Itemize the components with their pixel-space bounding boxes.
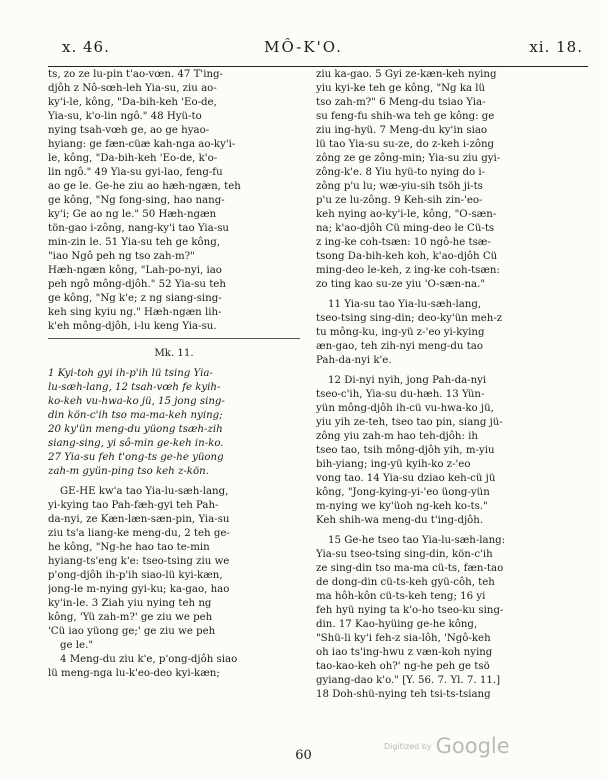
text-line: he kông, "Ng-he hao tao te-min [48, 542, 210, 553]
text-line: GE-HE kw'a tao Yia-lu-sæh-lang, [60, 486, 229, 497]
text-line: da-nyi, ze Kæn-læn-sæn-pin, Yia-su [48, 514, 230, 525]
text-line: lü meng-nga lu-k'eo-deo kyi-kæn; [48, 668, 220, 679]
text-line: ky'i-le, kông, "Da-bih-keh 'Eo-de, [48, 97, 217, 108]
text-line: lü tao Yia-su su-ze, do z-keh i-zông [316, 139, 495, 150]
text-line: Pah-da-nyi k'e. [316, 355, 392, 366]
text-line: 4 Meng-du ziu k'e, p'ong-djôh siao [60, 654, 238, 665]
left-column [48, 68, 300, 681]
text-line: ze sing-din tso ma-ma cü-ts, fæn-tao [316, 563, 504, 574]
watermark-prefix: Digitized by [384, 741, 432, 751]
text-line: jong-le m-nying gyi-ku; ka-gao, hao [48, 584, 230, 595]
text-line: djôh z Nô-sœh-leh Yia-su, ziu ao- [48, 83, 217, 94]
text-line: zo ting kao su-ze yiu 'O-sæn-na." [316, 279, 486, 290]
text-line: p'u ze lu-zông. 9 Keh-sih zin-'eo- [316, 195, 483, 206]
summary-line: ko-keh vu-hwa-ko jü, 15 jong sing- [48, 396, 225, 407]
text-line: tseo-c'ih, Yia-su du-hæh. 13 Yün- [316, 389, 485, 400]
text-line: ky'i; Ge ao ng le." 50 Hæh-ngæn [48, 209, 217, 220]
text-line: tao-kao-keh oh?' ng-he peh ge tsö [316, 661, 490, 672]
text-line: tseo tao, tsih mông-djôh yih, m-yiu [316, 445, 495, 456]
text-line: de dong-din cü-ts-keh gyü-côh, teh [316, 577, 495, 588]
text-line: peh ngô mông-djôh." 52 Yia-su teh [48, 279, 226, 290]
header-rule [48, 66, 588, 67]
text-line: ma hôh-kôn cü-ts-keh teng; 16 yi [316, 591, 486, 602]
text-line: ge kông, "Ng fong-sing, hao nang- [48, 195, 225, 206]
text-line: Yia-su tseo-tsing sing-din, kön-c'ih [316, 549, 493, 560]
section-divider [48, 338, 300, 339]
text-line: zông-k'e. 8 Yiu hyü-to nying do i- [316, 167, 486, 178]
text-line: yiu yih ze-teh, tseo tao pin, siang jü- [316, 417, 503, 428]
text-line: 18 Doh-shü-nying teh tsi-ts-tsiang [316, 689, 491, 700]
text-line: 15 Ge-he tseo tao Yia-lu-sæh-lang: [328, 535, 506, 546]
text-line: 'Cü iao yüong ge;' ge ziu we peh [48, 626, 216, 637]
text-line: din. 17 Kao-hyüing ge-he kông, [316, 619, 478, 630]
running-header-right: xi. 18. [529, 38, 583, 56]
text-line: kông, "Jong-kying-yi-'eo üong-yün [316, 487, 490, 498]
text-line: Keh shih-wa meng-du t'ing-djôh. [316, 515, 484, 526]
text-line: ts, zo ze lu-pin t'ao-vœn. 47 T'ing- [48, 69, 224, 80]
text-line: tsong Da-bih-keh koh, k'ao-djôh Cü [316, 251, 498, 262]
text-line: yün mông-djôh ih-cü vu-hwa-ko jü, [316, 403, 494, 414]
text-line: "Shü-li ky'i feh-z sia-lôh, 'Ngô-keh [316, 633, 491, 644]
text-line: 11 Yia-su tao Yia-lu-sæh-lang, [328, 299, 482, 310]
summary-line: 27 Yia-su feh t'ong-ts ge-he yüong [48, 452, 224, 463]
text-line: oh iao ts'ing-hwu z væn-koh nying [316, 647, 493, 658]
page-number: 60 [295, 748, 312, 763]
text-line: p'ong-djôh ih-p'ih siao-lü kyi-kæn, [48, 570, 223, 581]
text-line: ky'in-le. 3 Ziah yiu nying teh ng [48, 598, 212, 609]
text-line: ziu ing-hyü. 7 Meng-du ky'in siao [316, 125, 488, 136]
text-line: feh hyü nying ta k'o-ho tseo-ku sing- [316, 605, 504, 616]
text-line: yi-kying tao Pah-fæh-gyi teh Pah- [48, 500, 219, 511]
text-line: yiu kyi-ke teh ge kông, "Ng ka lü [316, 83, 486, 94]
text-line: ming-deo le-keh, z ing-ke coh-tsæn: [316, 265, 500, 276]
text-line: zông ze ge zông-min; Yia-su ziu gyi- [316, 153, 501, 164]
text-line: ziu ka-gao. 5 Gyi ze-kæn-keh nying [316, 69, 497, 80]
text-line: vong tao. 14 Yia-su dziao keh-cü jü [316, 473, 496, 484]
text-line: su feng-fu shih-wa teh ge kông: ge [316, 111, 495, 122]
google-logo: Google [435, 734, 510, 758]
summary-line: din kön-c'ih tso ma-ma-keh nying; [48, 410, 223, 421]
text-line: keh nying ao-ky'i-le, kông, "O-sæn- [316, 209, 497, 220]
text-line: keh sing kyiu ng." Hæh-ngæn lih- [48, 307, 222, 318]
text-line: ziu ts'a liang-ke meng-du, 2 teh ge- [48, 528, 230, 539]
text-line: z ing-ke coh-tsæn: 10 ngô-he tsæ- [316, 237, 491, 248]
text-line: hyiang-ts'eng k'e: tseo-tsing ziu we [48, 556, 230, 567]
text-line: k'eh mông-djôh, i-lu keng Yia-su. [48, 321, 217, 332]
running-header-left: x. 46. [62, 38, 110, 56]
summary-line: zah-m gyün-ping tso keh z-kön. [48, 466, 209, 477]
running-header-title: MÔ-K'O. [264, 38, 343, 56]
text-line: lin ngô." 49 Yia-su gyi-lao, feng-fu [48, 167, 223, 178]
text-line: le, kông, "Da-bih-keh 'Eo-de, k'o- [48, 153, 218, 164]
text-line: ao ge le. Ge-he ziu ao hæh-ngæn, teh [48, 181, 241, 192]
summary-line: 1 Kyi-toh gyi ih-p'ih lü tsing Yia- [48, 368, 213, 379]
text-line: bih-yiang; ing-yü kyih-ko z-'eo [316, 459, 471, 470]
text-line: hyiang: ge fæn-cüæ kah-nga ao-ky'i- [48, 139, 236, 150]
summary-line: siang-sing, yi sô-min ge-keh in-ko. [48, 438, 224, 449]
text-line: Hæh-ngæn kông, "Lah-po-nyi, iao [48, 265, 222, 276]
text-line: m-nying we ky'üoh ng-keh ko-ts." [316, 501, 488, 512]
text-line: tseo-tsing sing-din; deo-ky'ün meh-z [316, 313, 503, 324]
text-line: kông, 'Yü zah-m?' ge ziu we peh [48, 612, 213, 623]
chapter-heading: Mk. 11. [154, 348, 194, 359]
summary-line: 20 ky'ün meng-du yüong tsæh-zih [48, 424, 223, 435]
text-line: zông p'u lu; wæ-yiu-sih tsöh ji-ts [316, 181, 483, 192]
text-line: zông yiu zah-m hao teh-djôh: ih [316, 431, 478, 442]
text-line: nying tsah-vœh ge, ao ge hyao- [48, 125, 210, 136]
text-line: gyiang-dao k'o." [Y. 56. 7. Yl. 7. 11.] [316, 675, 501, 686]
text-line: tso zah-m?" 6 Meng-du tsiao Yia- [316, 97, 486, 108]
text-line: tu mông-ku, ing-yü z-'eo yi-kying [316, 327, 485, 338]
digitized-watermark [384, 734, 510, 758]
text-line: min-zin le. 51 Yia-su teh ge kông, [48, 237, 220, 248]
right-column [316, 68, 588, 702]
text-line: 12 Di-nyi nyih, jong Pah-da-nyi [328, 375, 487, 386]
summary-line: lu-sæh-lang, 12 tsah-vœh fe kyih- [48, 382, 221, 393]
text-line: tön-gao i-zông, nang-ky'i tao Yia-su [48, 223, 229, 234]
text-line: ge kông, "Ng k'e; z ng siang-sing- [48, 293, 222, 304]
text-line: Yia-su, k'o-lin ngô." 48 Hyü-to [48, 111, 202, 122]
text-line: æn-gao, teh zih-nyi meng-du tao [316, 341, 483, 352]
text-line: "iao Ngô peh ng tso zah-m?" [48, 251, 195, 262]
text-line: na; k'ao-djôh Cü ming-deo le Cü-ts [316, 223, 495, 234]
text-line: ge le." [60, 640, 93, 651]
